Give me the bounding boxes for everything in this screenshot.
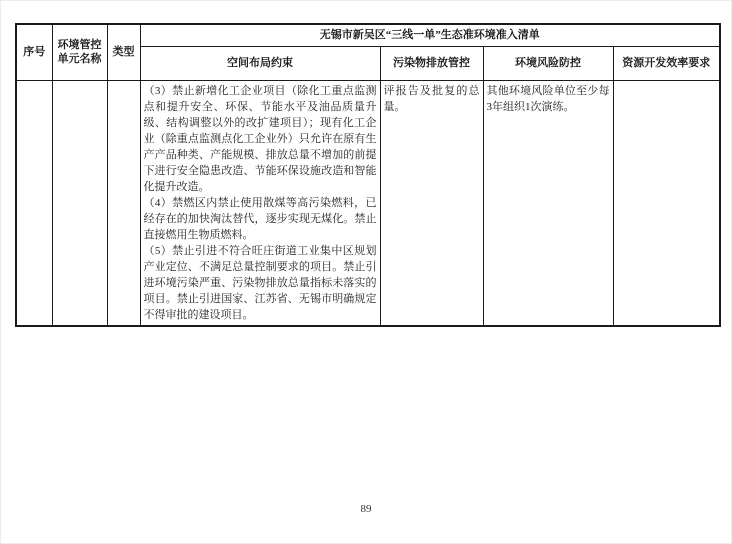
col-header-pollution-control: 污染物排放管控 xyxy=(380,46,483,80)
cell-resource-efficiency xyxy=(613,80,720,326)
col-header-spatial-constraints: 空间布局约束 xyxy=(140,46,380,80)
cell-serial-number xyxy=(16,80,52,326)
cell-unit-name xyxy=(52,80,107,326)
col-header-unit-name: 环境管控单元名称 xyxy=(52,24,107,80)
cell-pollution-control: 评报告及批复的总量。 xyxy=(380,80,483,326)
col-header-type: 类型 xyxy=(107,24,140,80)
spatial-paragraph: （3）禁止新增化工企业项目（除化工重点监测点和提升安全、环保、节能水平及油品质量升级、结构调整以外的改扩建项目）；现有化工企业（除重点监测点化工企业外）只允许在原有生产产品种类、产能规模、排放总量不增加的前提下进行安全隐患改造、节能环保设施改造和智能化提升改造。 xyxy=(143,84,377,193)
clearance-table xyxy=(15,23,721,327)
col-header-risk-prevention: 环境风险防控 xyxy=(483,46,613,80)
cell-risk-prevention: 其他环境风险单位至少每3年组织1次演练。 xyxy=(483,80,613,326)
spatial-paragraph: （4）禁燃区内禁止使用散煤等高污染燃料，已经存在的加快淘汰替代，逐步实现无煤化。禁止直接燃用生物质燃料。 xyxy=(143,196,377,241)
col-header-serial-number: 序号 xyxy=(16,24,52,80)
col-header-resource-efficiency: 资源开发效率要求 xyxy=(613,46,720,80)
cell-type xyxy=(107,80,140,326)
table-title: 无锡市新吴区“三线一单”生态准环境准入清单 xyxy=(140,24,720,46)
page-number: 89 xyxy=(360,503,372,515)
cell-spatial-constraints xyxy=(140,80,380,326)
spatial-paragraph: （5）禁止引进不符合旺庄街道工业集中区规划产业定位、不满足总量控制要求的项目。禁止引进环境污染严重、污染物排放总量指标未落实的项目。禁止引进国家、江苏省、无锡市明确规定不得审批的建设项目。 xyxy=(143,244,377,321)
